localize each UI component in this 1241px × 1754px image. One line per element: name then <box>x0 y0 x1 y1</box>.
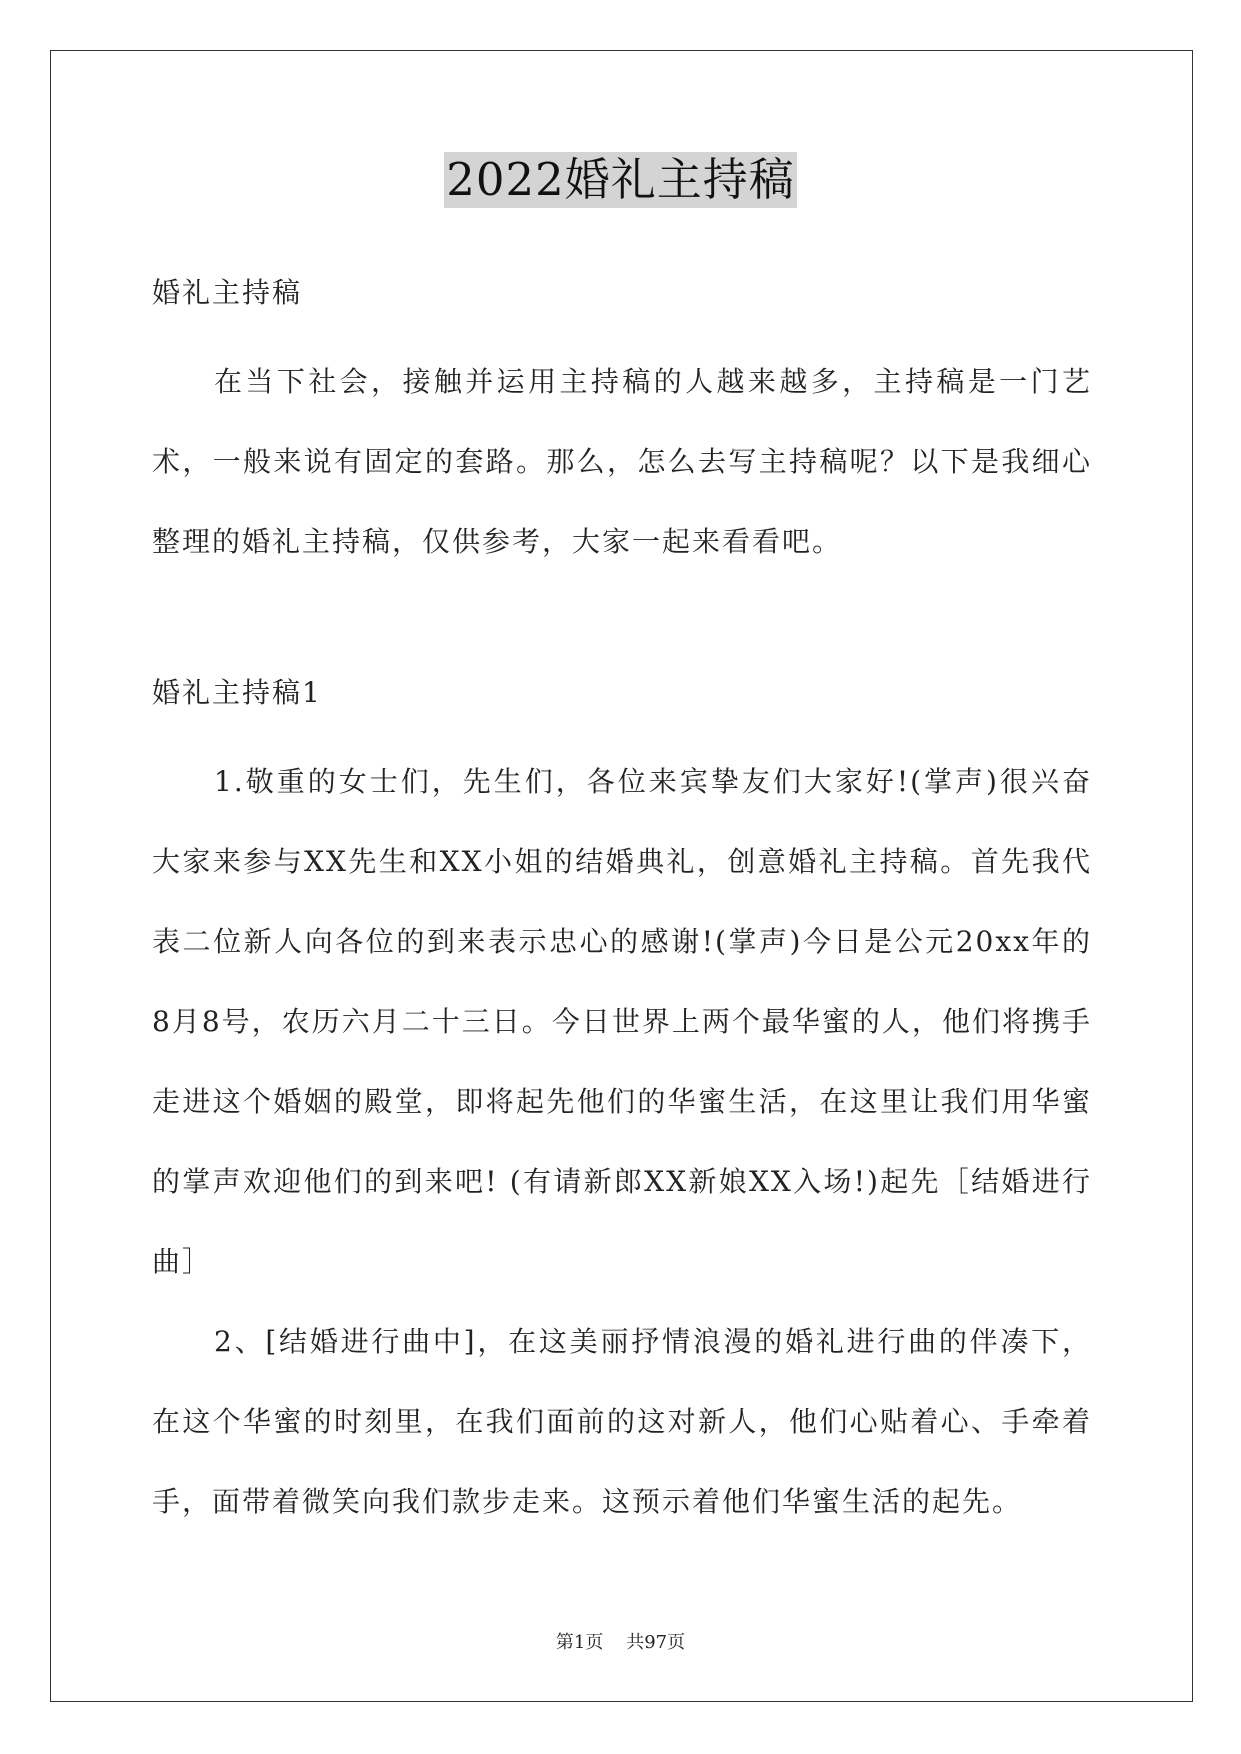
footer-page-mid: 页 共 <box>585 1632 645 1653</box>
footer-page-prefix: 第 <box>555 1632 574 1653</box>
footer-page-suffix: 页 <box>667 1632 686 1653</box>
page-footer <box>0 1632 1241 1654</box>
document-body <box>152 262 1092 1542</box>
subheading: 婚礼主持稿1 <box>152 676 322 709</box>
section-heading: 婚礼主持稿 <box>152 276 303 309</box>
body-paragraph-2: 2、[结婚进行曲中]，在这美丽抒情浪漫的婚礼进行曲的伴凑下，在这个华蜜的时刻里，在我们面前的这对新人，他们心贴着心、手牵着手，面带着微笑向我们款步走来。这预示着他们华蜜生活的起先。 <box>152 1325 1092 1518</box>
body-paragraph-1: 1.敬重的女士们，先生们，各位来宾挚友们大家好!(掌声)很兴奋大家来参与XX先生和XX小姐的结婚典礼，创意婚礼主持稿。首先我代表二位新人向各位的到来表示忠心的感谢!(掌声)今日是公元20xx年的8月8号，农历六月二十三日。今日世界上两个最华蜜的人，他们将携手走进这个婚姻的殿堂，即将起先他们的华蜜生活，在这里让我们用华蜜的掌声欢迎他们的到来吧! (有请新郎XX新娘XX入场!)起先［结婚进行曲］ <box>152 765 1092 1278</box>
title-container <box>0 152 1241 208</box>
footer-total-pages: 97 <box>644 1632 668 1653</box>
footer-current-page: 1 <box>573 1632 586 1653</box>
document-title: 2022婚礼主持稿 <box>446 153 795 206</box>
intro-paragraph: 在当下社会，接触并运用主持稿的人越来越多，主持稿是一门艺术，一般来说有固定的套路。那么，怎么去写主持稿呢？以下是我细心整理的婚礼主持稿，仅供参考，大家一起来看看吧。 <box>152 365 1092 558</box>
